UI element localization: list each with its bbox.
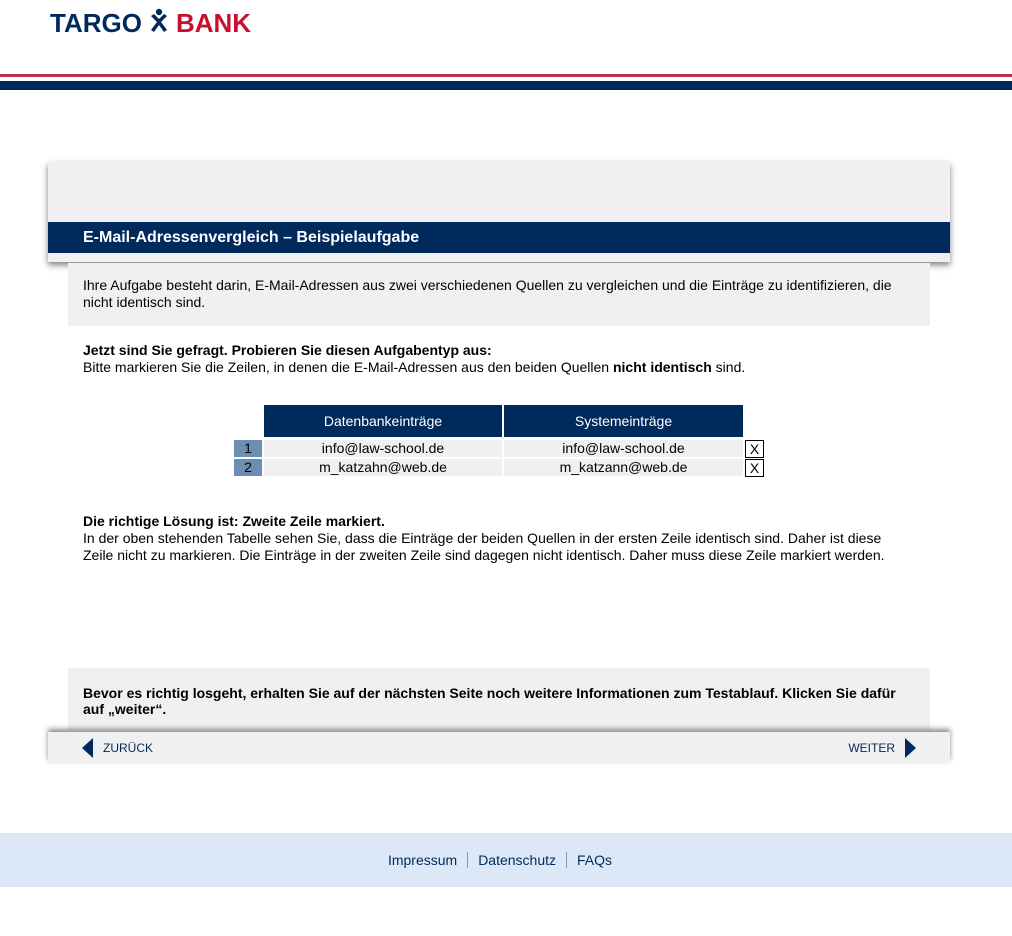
table-cell-database: info@law-school.de	[264, 440, 502, 457]
card-header	[48, 162, 950, 262]
table-cell-database: m_katzahn@web.de	[264, 459, 502, 476]
header-stripe-red	[0, 74, 1012, 77]
footer-link-impressum[interactable]: Impressum	[387, 852, 458, 868]
footer	[0, 833, 1012, 887]
table-cell-system: m_katzann@web.de	[504, 459, 743, 476]
logo-x-icon	[144, 6, 174, 36]
row-number: 2	[234, 459, 262, 476]
navigation-bar	[48, 732, 950, 763]
table-cell-system: info@law-school.de	[504, 440, 743, 457]
footer-link-faqs[interactable]: FAQs	[577, 852, 613, 868]
logo-text-bank: BANK	[175, 7, 252, 38]
logo-text-targo: TARGO	[50, 7, 142, 38]
task-instruction	[83, 359, 745, 376]
arrow-left-icon	[82, 738, 93, 758]
targobank-logo	[50, 7, 251, 39]
mark-checkbox-row-1[interactable]: X	[745, 440, 764, 458]
footer-links	[0, 852, 1000, 868]
back-button[interactable]	[82, 737, 153, 759]
notice-box	[68, 668, 930, 730]
intro-text: Ihre Aufgabe besteht darin, E-Mail-Adressen aus zwei verschiedenen Quellen zu vergleichen und die Einträge zu identifizieren, die nicht identisch sind.	[83, 277, 892, 310]
arrow-right-icon	[905, 738, 916, 758]
column-header-database: Datenbankeinträge	[264, 405, 502, 437]
page-title: E-Mail-Adressenvergleich – Beispielaufgabe	[83, 229, 420, 246]
row-number: 1	[234, 440, 262, 457]
next-button[interactable]	[848, 737, 916, 759]
column-header-system: Systemeinträge	[504, 405, 743, 437]
notice-text: Bevor es richtig losgeht, erhalten Sie auf der nächsten Seite noch weitere Informationen zum Testablauf. Klicken Sie dafür auf „weiter“.	[83, 685, 896, 717]
solution-heading: Die richtige Lösung ist: Zweite Zeile markiert.	[83, 513, 385, 529]
task-heading: Jetzt sind Sie gefragt. Probieren Sie diesen Aufgabentyp aus:	[83, 342, 492, 358]
mark-checkbox-row-2[interactable]: X	[745, 459, 764, 477]
task-text-after: sind.	[711, 359, 746, 375]
next-label: WEITER	[848, 741, 895, 755]
title-bar	[48, 222, 950, 253]
back-label: ZURÜCK	[103, 741, 153, 755]
solution-text: In der oben stehenden Tabelle sehen Sie, dass die Einträge der beiden Quellen in der ersten Zeile identisch sind. Daher ist diese Zeile nicht zu markieren. Die Einträge in der zweiten Zeile sind dagegen nicht identisch. Daher muss diese Zeile markiert werden.	[83, 530, 885, 563]
task-text-bold: nicht identisch	[612, 359, 712, 375]
header-stripe-blue	[0, 81, 1012, 90]
footer-link-datenschutz[interactable]: Datenschutz	[478, 852, 557, 868]
intro-box	[68, 263, 930, 326]
task-text-before: Bitte markieren Sie die Zeilen, in denen die E-Mail-Adressen aus den beiden Quellen	[83, 359, 613, 375]
